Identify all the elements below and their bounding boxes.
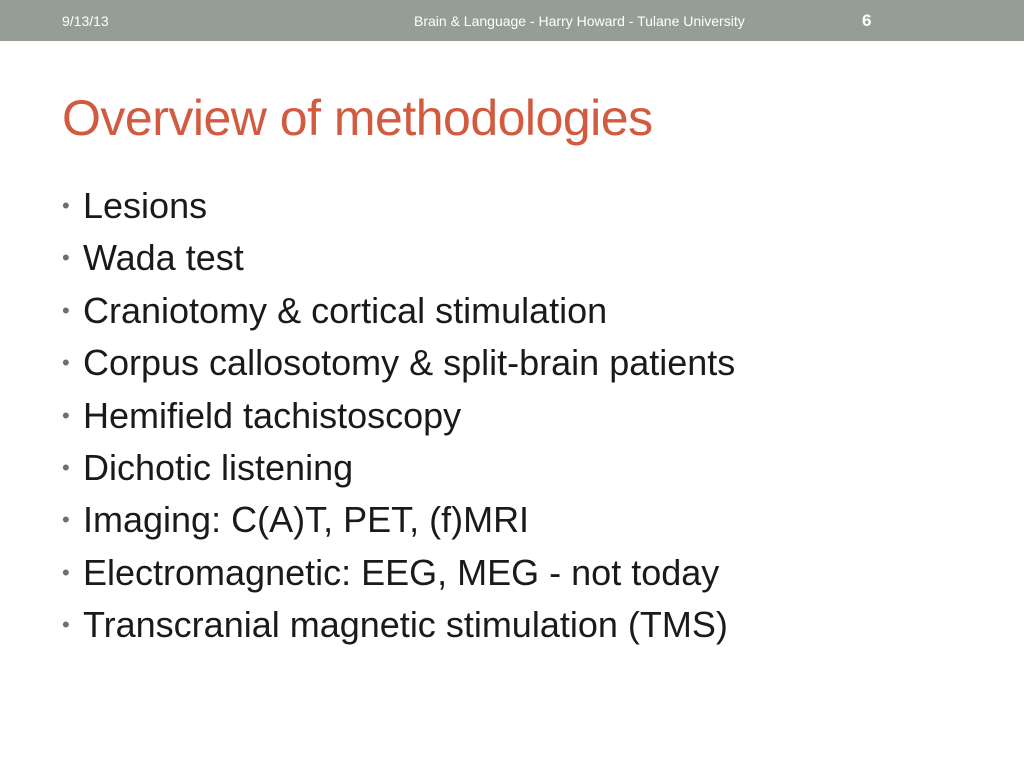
bullet-icon: •: [62, 297, 70, 323]
bullet-item: [62, 337, 735, 389]
bullet-text: Electromagnetic: EEG, MEG - not today: [83, 551, 720, 593]
bullet-text: Wada test: [83, 237, 244, 279]
bullet-text: Craniotomy & cortical stimulation: [83, 289, 608, 331]
bullet-icon: •: [62, 402, 70, 428]
bullet-text: Lesions: [83, 185, 208, 226]
bullet-icon: •: [62, 612, 70, 638]
slide-footer-text: Brain & Language - Harry Howard - Tulane University: [414, 13, 745, 29]
bullet-item: [62, 285, 735, 337]
bullet-icon: •: [62, 245, 70, 271]
bullet-item: [62, 232, 735, 284]
bullet-item: [62, 599, 735, 651]
bullet-item: [62, 494, 735, 546]
bullet-text: Corpus callosotomy & split-brain patients: [83, 342, 736, 384]
bullet-icon: •: [62, 350, 70, 376]
bullet-item: [62, 390, 735, 442]
bullet-item: [62, 180, 735, 232]
bullet-icon: •: [62, 193, 70, 218]
bullet-icon: •: [62, 559, 70, 585]
bullet-icon: •: [62, 454, 70, 480]
slide-date: 9/13/13: [62, 13, 109, 29]
bullet-text: Transcranial magnetic stimulation (TMS): [83, 604, 728, 646]
bullet-text: Hemifield tachistoscopy: [83, 394, 462, 436]
bullet-text: Dichotic listening: [83, 446, 354, 488]
bullet-list: [62, 180, 735, 652]
slide-number: 6: [862, 11, 872, 30]
bullet-item: [62, 547, 735, 599]
bullet-icon: •: [62, 507, 70, 533]
slide-title: Overview of methodologies: [62, 90, 653, 146]
bullet-item: [62, 442, 735, 494]
header-bar: [0, 0, 1024, 41]
bullet-text: Imaging: C(A)T, PET, (f)MRI: [83, 499, 530, 541]
